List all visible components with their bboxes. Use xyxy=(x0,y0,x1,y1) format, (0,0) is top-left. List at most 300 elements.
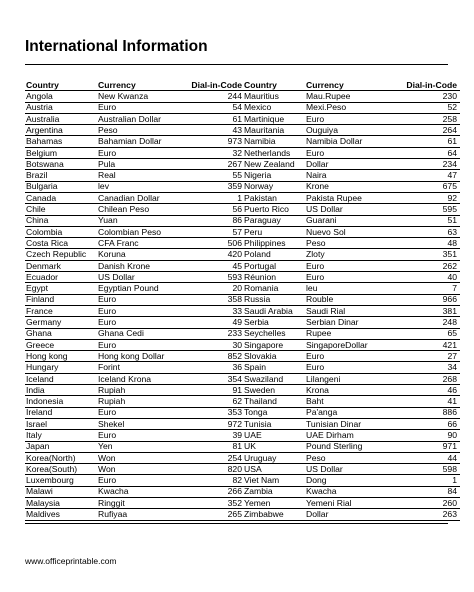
currency-cell: US Dollar xyxy=(97,272,175,283)
country-cell: Maldives xyxy=(25,509,97,520)
code-cell: 61 xyxy=(391,136,460,147)
table-row xyxy=(243,385,460,396)
code-cell: 258 xyxy=(391,113,460,124)
country-cell: Paraguay xyxy=(243,215,305,226)
code-cell: 20 xyxy=(175,283,245,294)
currency-cell: leu xyxy=(305,283,391,294)
code-cell: 7 xyxy=(391,283,460,294)
country-cell: Nigeria xyxy=(243,170,305,181)
country-cell: Seychelles xyxy=(243,328,305,339)
currency-cell: Australian Dollar xyxy=(97,113,175,124)
country-cell: Belgium xyxy=(25,147,97,158)
bottom-rule xyxy=(25,523,448,524)
code-cell: 230 xyxy=(391,91,460,102)
country-cell: Luxembourg xyxy=(25,475,97,486)
currency-cell: Mexi.Peso xyxy=(305,102,391,113)
country-cell: Tunisia xyxy=(243,418,305,429)
code-cell: 32 xyxy=(175,147,245,158)
currency-cell: Dollar xyxy=(305,509,391,520)
currency-cell: Naira xyxy=(305,170,391,181)
country-cell: Portugal xyxy=(243,260,305,271)
table-row xyxy=(25,475,245,486)
country-cell: UK xyxy=(243,441,305,452)
currency-cell: SingaporeDollar xyxy=(305,339,391,350)
table-row xyxy=(243,452,460,463)
currency-cell: Euro xyxy=(97,147,175,158)
country-cell: Italy xyxy=(25,430,97,441)
code-cell: 966 xyxy=(391,294,460,305)
code-cell: 972 xyxy=(175,418,245,429)
country-cell: Ghana xyxy=(25,328,97,339)
table-row xyxy=(25,181,245,192)
currency-cell: Rupiah xyxy=(97,396,175,407)
currency-cell: Euro xyxy=(97,294,175,305)
currency-cell: Egyptian Pound xyxy=(97,283,175,294)
country-cell: Ireland xyxy=(25,407,97,418)
currency-cell: Guarani xyxy=(305,215,391,226)
country-cell: Costa Rica xyxy=(25,238,97,249)
country-cell: Malawi xyxy=(25,486,97,497)
table-row xyxy=(25,396,245,407)
code-cell: 30 xyxy=(175,339,245,350)
table-row xyxy=(25,226,245,237)
currency-cell: Pa'anga xyxy=(305,407,391,418)
country-cell: Singapore xyxy=(243,339,305,350)
code-cell: 262 xyxy=(391,260,460,271)
table-row xyxy=(25,509,245,520)
right-table-body xyxy=(243,91,460,520)
table-row xyxy=(243,91,460,102)
currency-cell: CFA Franc xyxy=(97,238,175,249)
table-row xyxy=(25,385,245,396)
currency-cell: Euro xyxy=(305,272,391,283)
code-cell: 264 xyxy=(391,125,460,136)
table-row xyxy=(25,249,245,260)
code-cell: 27 xyxy=(391,351,460,362)
code-cell: 358 xyxy=(175,294,245,305)
country-cell: Zambia xyxy=(243,486,305,497)
currency-cell: US Dollar xyxy=(305,204,391,215)
table-row xyxy=(25,441,245,452)
country-cell: Pakistan xyxy=(243,192,305,203)
country-cell: Korea(South) xyxy=(25,464,97,475)
code-cell: 66 xyxy=(391,418,460,429)
code-cell: 92 xyxy=(391,192,460,203)
table-row xyxy=(243,396,460,407)
country-cell: Romania xyxy=(243,283,305,294)
code-cell: 421 xyxy=(391,339,460,350)
code-cell: 593 xyxy=(175,272,245,283)
table-row xyxy=(243,136,460,147)
country-cell: Peru xyxy=(243,226,305,237)
code-cell: 351 xyxy=(391,249,460,260)
currency-cell: Euro xyxy=(97,407,175,418)
currency-cell: Euro xyxy=(305,113,391,124)
country-cell: Bulgaria xyxy=(25,181,97,192)
currency-cell: Peso xyxy=(305,238,391,249)
currency-cell: Danish Krone xyxy=(97,260,175,271)
code-cell: 47 xyxy=(391,170,460,181)
country-cell: Mauritius xyxy=(243,91,305,102)
table-row xyxy=(243,317,460,328)
currency-cell: Chilean Peso xyxy=(97,204,175,215)
code-cell: 55 xyxy=(175,170,245,181)
country-cell: China xyxy=(25,215,97,226)
country-cell: Hungary xyxy=(25,362,97,373)
country-cell: Réunion xyxy=(243,272,305,283)
code-cell: 359 xyxy=(175,181,245,192)
code-cell: 86 xyxy=(175,215,245,226)
country-cell: Egypt xyxy=(25,283,97,294)
table-row xyxy=(25,260,245,271)
country-cell: Greece xyxy=(25,339,97,350)
country-cell: Philippines xyxy=(243,238,305,249)
country-cell: Spain xyxy=(243,362,305,373)
country-cell: Canada xyxy=(25,192,97,203)
table-row xyxy=(243,441,460,452)
table-row xyxy=(243,497,460,508)
country-header: Country xyxy=(25,80,97,91)
code-cell: 598 xyxy=(391,464,460,475)
currency-cell: Hong kong Dollar xyxy=(97,351,175,362)
code-cell: 81 xyxy=(175,441,245,452)
currency-cell: Rupee xyxy=(305,328,391,339)
country-cell: Poland xyxy=(243,249,305,260)
table-row xyxy=(243,125,460,136)
country-cell: Denmark xyxy=(25,260,97,271)
currency-cell: Yemeni Rial xyxy=(305,497,391,508)
table-row xyxy=(243,204,460,215)
currency-cell: Euro xyxy=(305,351,391,362)
table-row xyxy=(243,328,460,339)
currency-cell: Euro xyxy=(305,260,391,271)
table-row xyxy=(243,147,460,158)
table-row xyxy=(243,430,460,441)
code-cell: 91 xyxy=(175,385,245,396)
table-row xyxy=(243,113,460,124)
currency-cell: Rouble xyxy=(305,294,391,305)
currency-cell: Koruna xyxy=(97,249,175,260)
currency-cell: Yen xyxy=(97,441,175,452)
country-cell: Martinique xyxy=(243,113,305,124)
table-row xyxy=(243,170,460,181)
code-cell: 56 xyxy=(175,204,245,215)
country-cell: Ecuador xyxy=(25,272,97,283)
table-row xyxy=(25,362,245,373)
currency-cell: Real xyxy=(97,170,175,181)
currency-cell: Euro xyxy=(97,317,175,328)
code-cell: 852 xyxy=(175,351,245,362)
country-cell: Hong kong xyxy=(25,351,97,362)
code-header: Dial-in-Code xyxy=(175,80,245,91)
currency-cell: Iceland Krona xyxy=(97,373,175,384)
currency-cell: Canadian Dollar xyxy=(97,192,175,203)
table-row xyxy=(25,497,245,508)
header-row xyxy=(243,80,460,91)
currency-cell: Peso xyxy=(305,452,391,463)
table-row xyxy=(243,464,460,475)
table-row xyxy=(243,226,460,237)
country-cell: Swaziland xyxy=(243,373,305,384)
currency-cell: Euro xyxy=(97,339,175,350)
currency-header: Currency xyxy=(97,80,175,91)
code-cell: 506 xyxy=(175,238,245,249)
table-row xyxy=(25,159,245,170)
table-row xyxy=(25,113,245,124)
currency-cell: Mau.Rupee xyxy=(305,91,391,102)
table-row xyxy=(243,373,460,384)
country-cell: Tonga xyxy=(243,407,305,418)
table-row xyxy=(25,91,245,102)
country-cell: Brazil xyxy=(25,170,97,181)
code-cell: 420 xyxy=(175,249,245,260)
country-cell: Japan xyxy=(25,441,97,452)
top-rule xyxy=(25,64,448,65)
currency-cell: US Dollar xyxy=(305,464,391,475)
country-cell: Germany xyxy=(25,317,97,328)
country-cell: New Zealand xyxy=(243,159,305,170)
table-row xyxy=(243,272,460,283)
country-cell: Russia xyxy=(243,294,305,305)
country-cell: Saudi Arabia xyxy=(243,305,305,316)
table-row xyxy=(25,339,245,350)
code-cell: 675 xyxy=(391,181,460,192)
code-cell: 44 xyxy=(391,452,460,463)
table-row xyxy=(243,362,460,373)
country-cell: Norway xyxy=(243,181,305,192)
currency-cell: Zloty xyxy=(305,249,391,260)
code-header: Dial-in-Code xyxy=(391,80,460,91)
code-cell: 33 xyxy=(175,305,245,316)
country-cell: Zimbabwe xyxy=(243,509,305,520)
currency-cell: Ghana Cedi xyxy=(97,328,175,339)
table-row xyxy=(243,305,460,316)
table-row xyxy=(25,418,245,429)
table-row xyxy=(25,407,245,418)
code-cell: 244 xyxy=(175,91,245,102)
country-cell: Czech Republic xyxy=(25,249,97,260)
currency-cell: Serbian Dinar xyxy=(305,317,391,328)
page-title: International Information xyxy=(25,38,208,55)
code-cell: 820 xyxy=(175,464,245,475)
code-cell: 64 xyxy=(391,147,460,158)
country-cell: Puerto Rico xyxy=(243,204,305,215)
code-cell: 48 xyxy=(391,238,460,249)
currency-cell: Pakista Rupee xyxy=(305,192,391,203)
table-row xyxy=(25,317,245,328)
currency-cell: Pula xyxy=(97,159,175,170)
table-row xyxy=(243,509,460,520)
country-cell: Netherlands xyxy=(243,147,305,158)
left-table xyxy=(25,80,245,521)
currency-cell: Yuan xyxy=(97,215,175,226)
code-cell: 49 xyxy=(175,317,245,328)
country-cell: Chile xyxy=(25,204,97,215)
country-cell: Indonesia xyxy=(25,396,97,407)
currency-cell: Euro xyxy=(97,430,175,441)
currency-cell: UAE Dirham xyxy=(305,430,391,441)
table-row xyxy=(25,373,245,384)
currency-cell: Lilangeni xyxy=(305,373,391,384)
table-row xyxy=(243,283,460,294)
country-header: Country xyxy=(243,80,305,91)
currency-cell: Rufiyaa xyxy=(97,509,175,520)
code-cell: 39 xyxy=(175,430,245,441)
table-row xyxy=(25,192,245,203)
table-row xyxy=(243,249,460,260)
code-cell: 234 xyxy=(391,159,460,170)
code-cell: 54 xyxy=(175,102,245,113)
currency-cell: Krona xyxy=(305,385,391,396)
table-row xyxy=(243,294,460,305)
code-cell: 52 xyxy=(391,102,460,113)
currency-cell: Peso xyxy=(97,125,175,136)
table-row xyxy=(243,351,460,362)
table-row xyxy=(25,125,245,136)
table-row xyxy=(243,407,460,418)
country-cell: USA xyxy=(243,464,305,475)
left-table-body xyxy=(25,91,245,520)
country-cell: Bahamas xyxy=(25,136,97,147)
code-cell: 266 xyxy=(175,486,245,497)
table-row xyxy=(243,339,460,350)
table-row xyxy=(25,328,245,339)
currency-cell: Colombian Peso xyxy=(97,226,175,237)
table-row xyxy=(25,305,245,316)
currency-cell: Pound Sterling xyxy=(305,441,391,452)
code-cell: 973 xyxy=(175,136,245,147)
table-row xyxy=(243,181,460,192)
code-cell: 352 xyxy=(175,497,245,508)
code-cell: 263 xyxy=(391,509,460,520)
code-cell: 41 xyxy=(391,396,460,407)
country-cell: France xyxy=(25,305,97,316)
country-cell: Australia xyxy=(25,113,97,124)
code-cell: 595 xyxy=(391,204,460,215)
country-cell: Colombia xyxy=(25,226,97,237)
code-cell: 381 xyxy=(391,305,460,316)
right-table xyxy=(243,80,460,521)
country-cell: Mexico xyxy=(243,102,305,113)
currency-cell: Euro xyxy=(305,362,391,373)
code-cell: 353 xyxy=(175,407,245,418)
code-cell: 84 xyxy=(391,486,460,497)
table-row xyxy=(25,238,245,249)
code-cell: 971 xyxy=(391,441,460,452)
currency-cell: Shekel xyxy=(97,418,175,429)
currency-cell: Kwacha xyxy=(305,486,391,497)
code-cell: 57 xyxy=(175,226,245,237)
currency-cell: lev xyxy=(97,181,175,192)
country-cell: Mauritania xyxy=(243,125,305,136)
country-cell: Uruguay xyxy=(243,452,305,463)
currency-cell: Namibia Dollar xyxy=(305,136,391,147)
currency-cell: Ouguiya xyxy=(305,125,391,136)
table-row xyxy=(25,215,245,226)
country-cell: Namibia xyxy=(243,136,305,147)
code-cell: 265 xyxy=(175,509,245,520)
currency-cell: Bahamian Dollar xyxy=(97,136,175,147)
table-row xyxy=(243,260,460,271)
code-cell: 268 xyxy=(391,373,460,384)
country-cell: Thailand xyxy=(243,396,305,407)
header-row xyxy=(25,80,245,91)
code-cell: 63 xyxy=(391,226,460,237)
country-cell: Yemen xyxy=(243,497,305,508)
country-cell: Angola xyxy=(25,91,97,102)
country-cell: Iceland xyxy=(25,373,97,384)
currency-cell: Baht xyxy=(305,396,391,407)
currency-cell: Tunisian Dinar xyxy=(305,418,391,429)
table-row xyxy=(25,464,245,475)
country-cell: India xyxy=(25,385,97,396)
code-cell: 1 xyxy=(391,475,460,486)
country-cell: Finland xyxy=(25,294,97,305)
code-cell: 43 xyxy=(175,125,245,136)
table-row xyxy=(25,272,245,283)
country-cell: Malaysia xyxy=(25,497,97,508)
table-row xyxy=(25,486,245,497)
code-cell: 267 xyxy=(175,159,245,170)
table-row xyxy=(25,452,245,463)
country-cell: Slovakia xyxy=(243,351,305,362)
table-row xyxy=(25,136,245,147)
code-cell: 248 xyxy=(391,317,460,328)
table-row xyxy=(243,215,460,226)
table-row xyxy=(25,294,245,305)
country-cell: Korea(North) xyxy=(25,452,97,463)
table-row xyxy=(243,486,460,497)
footer-url: www.officeprintable.com xyxy=(25,556,117,566)
code-cell: 82 xyxy=(175,475,245,486)
currency-cell: Nuevo Sol xyxy=(305,226,391,237)
country-cell: Argentina xyxy=(25,125,97,136)
code-cell: 254 xyxy=(175,452,245,463)
table-row xyxy=(25,351,245,362)
currency-cell: Euro xyxy=(97,305,175,316)
currency-cell: Won xyxy=(97,452,175,463)
code-cell: 51 xyxy=(391,215,460,226)
table-row xyxy=(243,102,460,113)
code-cell: 62 xyxy=(175,396,245,407)
code-cell: 354 xyxy=(175,373,245,384)
currency-cell: Won xyxy=(97,464,175,475)
country-cell: Israel xyxy=(25,418,97,429)
code-cell: 90 xyxy=(391,430,460,441)
table-row xyxy=(243,475,460,486)
code-cell: 1 xyxy=(175,192,245,203)
table-row xyxy=(25,430,245,441)
code-cell: 45 xyxy=(175,260,245,271)
table-row xyxy=(25,204,245,215)
code-cell: 886 xyxy=(391,407,460,418)
currency-cell: Rupiah xyxy=(97,385,175,396)
table-row xyxy=(243,192,460,203)
country-cell: Sweden xyxy=(243,385,305,396)
table-row xyxy=(243,159,460,170)
code-cell: 233 xyxy=(175,328,245,339)
code-cell: 40 xyxy=(391,272,460,283)
country-cell: Serbia xyxy=(243,317,305,328)
currency-cell: New Kwanza xyxy=(97,91,175,102)
table-row xyxy=(25,170,245,181)
country-cell: Viet Nam xyxy=(243,475,305,486)
table-row xyxy=(243,238,460,249)
code-cell: 61 xyxy=(175,113,245,124)
code-cell: 65 xyxy=(391,328,460,339)
currency-cell: Euro xyxy=(97,475,175,486)
country-cell: UAE xyxy=(243,430,305,441)
